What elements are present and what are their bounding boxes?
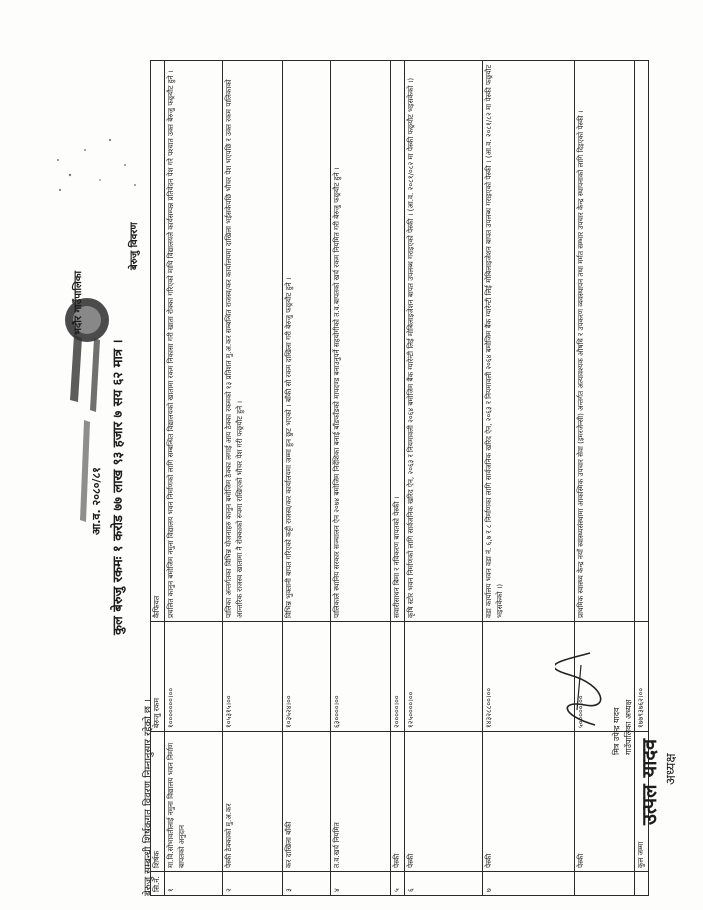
row-amount: २०००००।०० — [391, 622, 405, 732]
detail-line: बेरुजु सम्बन्धी शिर्षकगत विवरण निम्नानुसार रहेको छ । — [143, 699, 154, 896]
total-label: कुल जम्मा — [635, 732, 649, 872]
row-sn: २ — [223, 872, 283, 896]
row-remark: प्राथमिक स्वास्थ्य केन्द्र नयाँ स्वास्थ्यसंस्थामा आकस्मिक उपचार सेवा (इमरजेन्सी) अन्तर्गत अत्यावश्यक औषधि र उपकरण व्यवस्थापन तथा मर्मत सम्भार उपचार केन्द्र स्थापनाको लागि दिइएको पेस्की । — [575, 61, 635, 622]
row-sn: ७ — [483, 872, 575, 896]
row-sn: ४ — [331, 872, 391, 896]
row-sn — [575, 872, 635, 896]
row-remark: पालिकाले स्थानिय सरकार सञ्चालन ऐन २०७४ बमोजिम निर्देशिका बनाई बाँडफाँडको मापदण्ड बनाउनुपर्ने सहयोगीको त.व.बापतको खर्च रकम नियमित गरी बेरुजु फछ्र्यौट हुने । — [331, 61, 391, 622]
row-title: पेस्की ठेक्काको मु.अ.कर — [223, 732, 283, 872]
row-remark: कृषि स्टोर भवन निर्माणको लागि सार्वजनिक खरिद ऐन, २०६३ र नियमावली २०६४ बमोजिम बैंक ग्यारेन्टी लिई मोबिलाइजेशन बापत उपलब्ध गराइएको पेस्की । (आ.व. २०८१/०८२ मा पेस्की फछ्र्यौट भइसकेको ।) — [405, 61, 483, 622]
fiscal-year: आ.व. २०८०/८१ — [90, 467, 103, 535]
handwritten-name: उत्पल यादव — [637, 738, 661, 825]
row-amount: १०३५२४।०० — [283, 622, 331, 732]
row-remark: विभिन्न भुक्तानी बापत गरिएको कट्टी राजस्व/कर कार्यालयमा जम्मा हुन छुट भएको । बाँकी सो रकम दाखिला गरी बेरुजु फछ्र्यौट हुने । — [283, 61, 331, 622]
row-remark: प्रचलित कानुन बमोजिम नमुना विद्यालय भवन निर्माणको लागि सम्बन्धित विद्यालयको खातामा रकम निकासा गरी खाता रोक्का गरिएको माथि विद्यालयले कार्यसम्पन्न प्रतिवेदन पेश गरे पश्चात उक्त बेरुजु फछ्र्यौट हुने । — [165, 61, 223, 622]
signature-scribble-icon — [555, 645, 610, 735]
row-remark: वडा कार्यालय भवन वडा नं. ६,७ र ८ निर्माणका लागि सार्वजनिक खरिद ऐन, २०६३ र नियमावली २०६४ बमोजिम बैंक ग्यारेन्टी लिई मोबिलाइजेशन बापत उपलब्ध गराइएको पेस्की । (आ.व. २०८१/८२ मा पेस्की फछ्र्यौट भइसकेको ।) — [483, 61, 575, 622]
row-title: पेस्की — [391, 732, 405, 872]
row-title: पेस्की — [575, 732, 635, 872]
row-amount: १२५००००।०० — [405, 622, 483, 732]
signer-name: मित्र उपेन्द्र यादव — [612, 707, 621, 755]
table-row — [223, 61, 283, 896]
row-sn: १ — [165, 872, 223, 896]
scan-noise-icon — [40, 120, 160, 210]
subtitle: बेरुजु विवरण — [129, 222, 140, 270]
table-row — [165, 61, 223, 896]
col-title: शिर्षक — [151, 732, 165, 872]
row-sn: ५ — [391, 872, 405, 896]
office-title: भदौर गाउँपालिका — [73, 270, 84, 335]
total-sn-cell — [635, 872, 649, 896]
table-row — [391, 61, 405, 896]
row-title: कर दाखिला बाँकी — [283, 732, 331, 872]
signature-block — [555, 595, 695, 825]
total-amount: १७७९३७६२।०० — [635, 622, 649, 732]
row-sn: ३ — [283, 872, 331, 896]
row-remark: सवारीसाधन बिमा र नविकरण बापतको पेस्की । — [391, 61, 405, 622]
row-amount: १०५३१५।०० — [223, 622, 283, 732]
row-title: पेस्की — [405, 732, 483, 872]
row-amount: १४३२८८००।०० — [483, 622, 575, 732]
total-line: कुल बेरुजु रकमः १ करोड ७७ लाख ९३ हजार ७ सय ६२ मात्र । — [111, 339, 126, 635]
row-sn: ६ — [405, 872, 483, 896]
row-amount: ६३००००।०० — [331, 622, 391, 732]
table-row — [283, 61, 331, 896]
col-remark: कैफियत — [151, 61, 165, 622]
row-amount: १०००००००।०० — [165, 622, 223, 732]
row-title: मा.वि.सोभावतीलाई नमुना विद्यालय भवन निर्माण बापतको अनुदान — [165, 732, 223, 872]
handwritten-title: अध्यक्ष — [664, 753, 679, 785]
col-amount: बेरुजु रकम — [151, 622, 165, 732]
table-row — [405, 61, 483, 896]
row-title: त.व.खर्च नियमित — [331, 732, 391, 872]
signer-designation: गाउँपालिका अध्यक्ष — [624, 699, 633, 755]
col-sn: सि.नं. — [151, 872, 165, 896]
row-remark: पालिका अन्तर्गतका विभिन्न योजनाहरु कानुन बमोजिम ठेक्का लगाई आय ठेक्का रकमको १३ प्रतिशत मु.अ.कर सम्बन्धित राजस्व/कर कार्यालयमा दाखिला भईसकेपछि भौचर पेश भएपछि र उक्त रकम पालिकाको आन्तरिक राजस्व खातामा नै रोक्काको रुपमा राखिएको भौचर पेश गरी फछ्र्यौट हुने । — [223, 61, 283, 622]
total-remark-cell — [635, 61, 649, 622]
row-title: पेस्की — [483, 732, 575, 872]
row-amount: ५०००००।०० — [575, 622, 635, 732]
table-row — [331, 61, 391, 896]
